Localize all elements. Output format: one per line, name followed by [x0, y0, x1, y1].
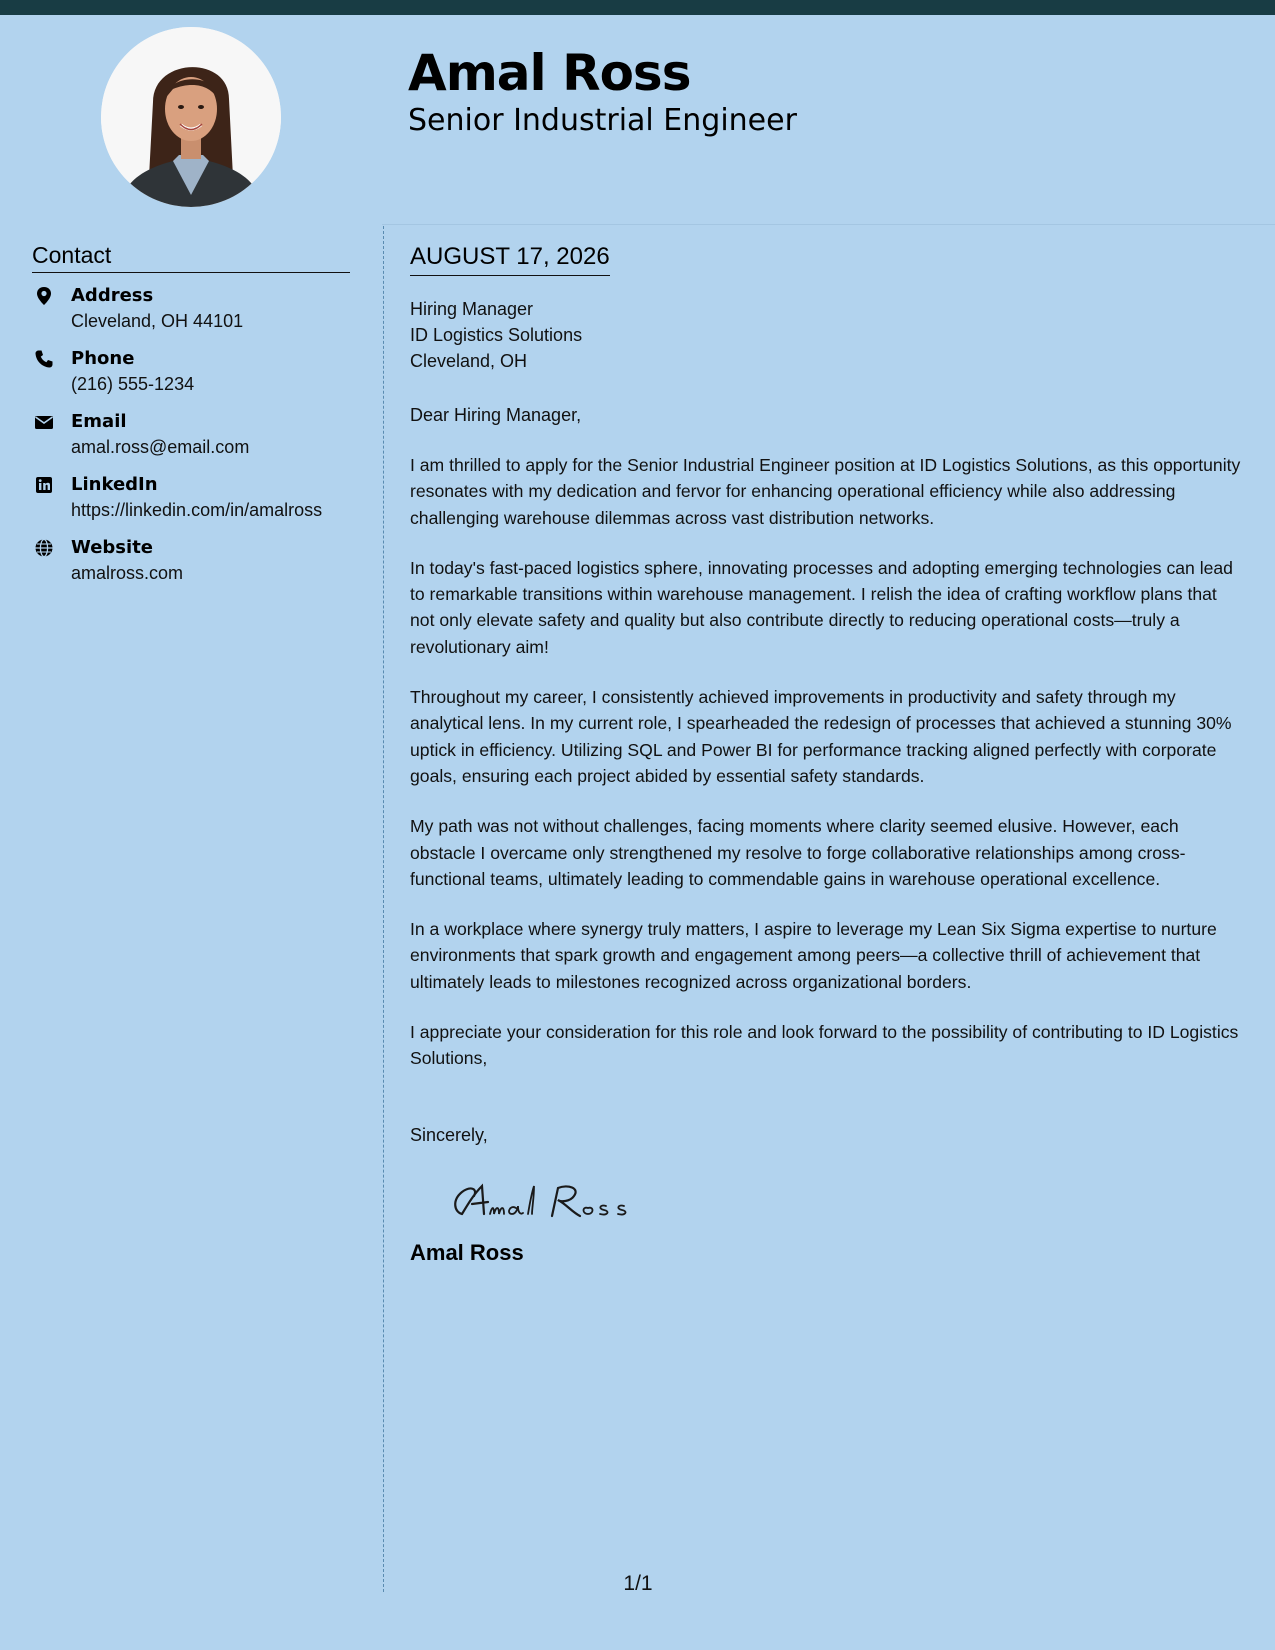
contact-heading: Contact — [32, 240, 350, 273]
contact-item-website — [32, 535, 362, 598]
closing: Sincerely, — [410, 1124, 488, 1145]
website-value[interactable]: amalross.com — [71, 563, 184, 583]
linkedin-icon — [34, 475, 54, 495]
handwritten-signature — [448, 1174, 1245, 1230]
recipient-name: Hiring Manager — [410, 299, 534, 319]
contact-label: Phone — [71, 348, 135, 369]
letter-paragraph: I appreciate your consideration for this role and look forward to the possibility of contributing to ID Logistics Solutions, — [410, 1022, 1239, 1069]
profile-photo — [101, 27, 281, 207]
phone-value[interactable]: (216) 555-1234 — [71, 374, 195, 394]
contact-list — [32, 283, 362, 598]
linkedin-value[interactable]: https://linkedin.com/in/amalross — [71, 500, 323, 520]
letter-body — [410, 240, 1245, 1268]
salutation: Dear Hiring Manager, — [410, 405, 582, 425]
email-value[interactable]: amal.ross@email.com — [71, 437, 250, 457]
phone-icon — [34, 349, 54, 369]
letter-paragraph: In a workplace where synergy truly matters, I aspire to leverage my Lean Six Sigma expertise to nurture environments that spark growth and engagement among peers—a collective thrill of achievement that ultimately leads to milestones recognized across organizational borders. — [410, 919, 1217, 992]
contact-label: Email — [71, 411, 127, 432]
applicant-name: Amal Ross — [408, 44, 691, 102]
letter-paragraph: My path was not without challenges, facing moments where clarity seemed elusive. However, each obstacle I overcame only strengthened my resolve to forge collaborative relationships among cross-functional teams, ultimately leading to commendable gains in warehouse operational excellence. — [410, 816, 1186, 889]
signer-name: Amal Ross — [410, 1239, 524, 1265]
address-value: Cleveland, OH 44101 — [71, 311, 244, 331]
signature-image — [448, 1174, 648, 1230]
contact-label: LinkedIn — [71, 474, 158, 495]
portrait-image — [101, 27, 281, 207]
recipient-location: Cleveland, OH — [410, 351, 528, 371]
envelope-icon — [34, 412, 54, 432]
letter-date: AUGUST 17, 2026 — [410, 240, 610, 276]
recipient-block — [410, 296, 1245, 374]
map-pin-icon — [34, 286, 54, 306]
page-number: 1/1 — [623, 1572, 653, 1595]
contact-item-address — [32, 283, 362, 346]
contact-item-linkedin — [32, 472, 362, 535]
top-bar — [0, 0, 1275, 15]
letter-paragraph: I am thrilled to apply for the Senior Industrial Engineer position at ID Logistics Solutions, as this opportunity resonates with my dedication and fervor for enhancing operational efficiency while also addressing challenging warehouse dilemmas across vast distribution networks. — [410, 455, 1241, 528]
header-divider — [382, 224, 1275, 225]
applicant-title: Senior Industrial Engineer — [408, 103, 797, 138]
contact-label: Website — [71, 537, 154, 558]
letter-paragraph: Throughout my career, I consistently achieved improvements in productivity and safety through my analytical lens. In my current role, I spearheaded the redesign of processes that achieved a stunning 30% uptick in efficiency. Utilizing SQL and Power BI for performance tracking aligned perfectly with corporate goals, ensuring each project abided by essential safety standards. — [410, 687, 1232, 786]
column-divider — [383, 226, 384, 1592]
globe-icon — [34, 538, 54, 558]
recipient-company: ID Logistics Solutions — [410, 325, 583, 345]
contact-item-phone — [32, 346, 362, 409]
contact-item-email — [32, 409, 362, 472]
letter-paragraph: In today's fast-paced logistics sphere, innovating processes and adopting emerging technologies can lead to remarkable transitions within warehouse management. I relish the idea of crafting workflow plans that not only elevate safety and quality but also contribute directly to reducing operational costs—truly a revolutionary aim! — [410, 557, 1233, 657]
contact-label: Address — [71, 285, 154, 306]
